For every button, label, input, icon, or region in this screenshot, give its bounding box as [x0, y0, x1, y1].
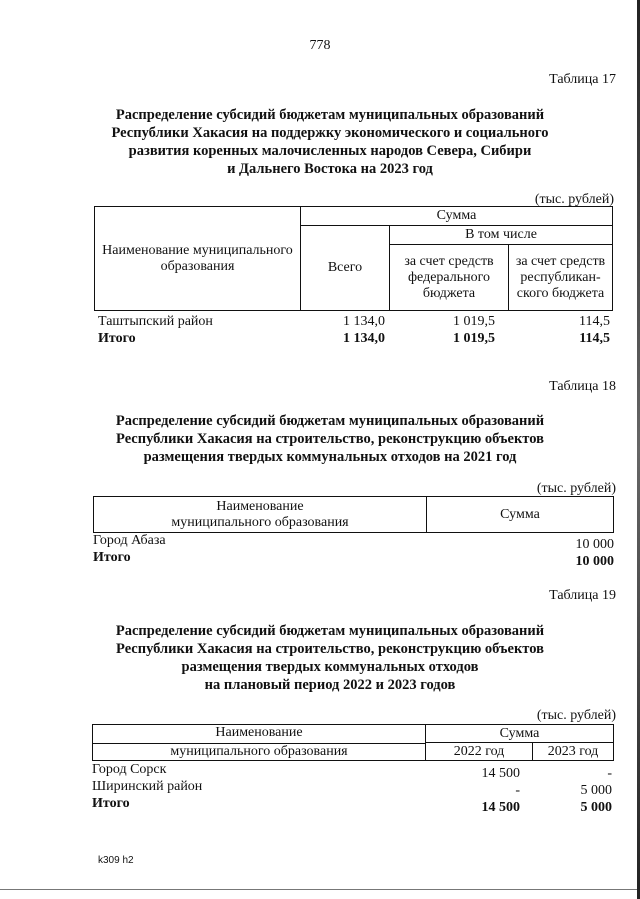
table17-row-total: 1 134,0 [343, 314, 385, 329]
header-incl: В том числе [390, 226, 613, 245]
table19-unit: (тыс. рублей) [536, 708, 616, 723]
table17-itogo-republic: 114,5 [579, 331, 610, 346]
table18-itogo-sum: 10 000 [575, 554, 614, 569]
table18-label: Таблица 18 [549, 379, 616, 394]
table18-title: Распределение субсидий бюджетам муниципальных образований Республики Хакасия на строительство, реконструкцию объектов размещения твердых коммунальных отходов на 2021 год [115, 413, 545, 465]
header-federal: за счет средств федерального бюджета [390, 245, 509, 311]
table19-row-2022: 14 500 [481, 766, 520, 781]
table17-itogo-federal: 1 019,5 [453, 331, 495, 346]
header-sum: Сумма [301, 207, 613, 226]
header-sum: Сумма [427, 497, 614, 533]
header-name: Наименование муниципального образования [95, 207, 301, 311]
table19-row-2023: 5 000 [580, 783, 612, 798]
table17-header [94, 206, 613, 311]
header-sum: Сумма [426, 725, 614, 743]
table17-row-republic: 114,5 [579, 314, 610, 329]
header-name: Наименование муниципального образования [94, 497, 427, 533]
table18-header [93, 496, 614, 533]
table19-row-name: Город Сорск [92, 762, 167, 777]
page-number: 778 [309, 38, 331, 53]
table19-row-2023: - [607, 766, 612, 781]
table17-itogo-total: 1 134,0 [343, 331, 385, 346]
table19-title: Распределение субсидий бюджетам муниципальных образований Республики Хакасия на строительство, реконструкцию объектов размещения твердых коммунальных отходов на плановый период 2022 и 2023 годов [115, 623, 545, 693]
table17-itogo-name: Итого [98, 331, 136, 346]
table17-unit: (тыс. рублей) [534, 192, 614, 207]
header-2023: 2023 год [533, 743, 614, 761]
footer-code: k309 h2 [98, 855, 134, 866]
header-2022: 2022 год [426, 743, 533, 761]
table18-itogo-name: Итого [93, 550, 131, 565]
table19-itogo-2023: 5 000 [580, 800, 612, 815]
header-name: Наименование муниципального образования [93, 725, 426, 761]
scan-bottom-line [0, 889, 640, 890]
table19-row-name: Ширинский район [92, 779, 203, 794]
table17-row-federal: 1 019,5 [453, 314, 495, 329]
table19-label: Таблица 19 [549, 588, 616, 603]
table19-header [92, 724, 614, 761]
table17-label: Таблица 17 [549, 72, 616, 87]
table18-row-name: Город Абаза [93, 533, 166, 548]
header-republic: за счет средств республикан-ского бюджета [509, 245, 613, 311]
table17-row-name: Таштыпский район [98, 314, 213, 329]
table18-row-sum: 10 000 [575, 537, 614, 552]
table19-row-2022: - [515, 783, 520, 798]
table18-unit: (тыс. рублей) [536, 481, 616, 496]
table19-itogo-name: Итого [92, 796, 130, 811]
table17-title: Распределение субсидий бюджетам муниципальных образований Республики Хакасия на поддержку экономического и социального развития коренных малочисленных народов Севера, Сибири и Дальнего Востока на 2023 год [111, 107, 549, 177]
table19-itogo-2022: 14 500 [481, 800, 520, 815]
header-total: Всего [301, 226, 390, 311]
